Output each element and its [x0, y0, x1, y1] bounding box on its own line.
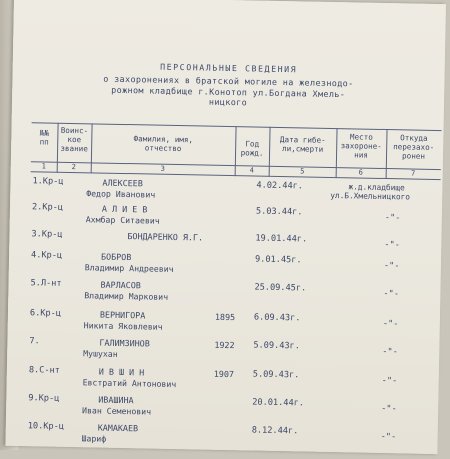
document-page — [5, 0, 446, 454]
surname: АЛЕКСЕЕВ — [102, 177, 143, 189]
header-num — [31, 128, 57, 146]
header-line: Место — [349, 132, 373, 142]
column-number: 7 — [411, 169, 416, 178]
death-date: 8.12.44г. — [251, 425, 299, 437]
row-number-rank: 3.Кр-ц — [31, 229, 63, 240]
header-line: Дата гибе- — [279, 134, 326, 145]
surname: БОНДАРЕНКО Я.Г. — [127, 231, 204, 243]
column-number: 3 — [160, 164, 165, 173]
header-line: перезахо- — [393, 142, 435, 152]
column-number: 1 — [41, 162, 46, 171]
subtitle-line: ницкого — [208, 96, 248, 108]
header-line: захороне- — [340, 141, 382, 151]
reburied-from: -"- — [381, 403, 397, 415]
given-name: Шариф — [81, 433, 107, 444]
header-line: отчество — [144, 143, 182, 154]
given-name: Никита Яковлевич — [83, 320, 163, 332]
surname: БОБРОВ — [100, 251, 132, 263]
given-name: Федор Иванович — [86, 188, 156, 200]
reburied-from: -"- — [382, 318, 399, 330]
column-number: 5 — [300, 167, 305, 176]
reburied-from: -"- — [383, 288, 400, 300]
surname: ИВАШИНА — [98, 394, 134, 406]
reburied-from: -"- — [382, 346, 398, 358]
death-date: 4.02.44г. — [256, 180, 304, 192]
death-date: 19.01.44г. — [255, 233, 308, 245]
surname: ВАРЛАСОВ — [100, 279, 141, 291]
header-year — [235, 139, 269, 158]
burial-place: ж.д.кладбище — [348, 182, 405, 193]
header-name — [91, 133, 235, 154]
row-number-rank: 1.Кр-ц — [32, 176, 64, 187]
column-number: 6 — [358, 168, 363, 177]
given-name: Иван Семенович — [82, 405, 152, 417]
given-name: Владимир Маркович — [84, 290, 169, 302]
header-line: Откуда — [400, 133, 428, 143]
reburied-from: -"- — [383, 261, 400, 272]
header-line: Фамилия, имя, — [133, 134, 194, 145]
header-burial-place — [336, 132, 387, 160]
birth-year: 1895 — [214, 311, 236, 323]
header-line: рожд. — [240, 148, 264, 158]
row-number-rank: 4.Кр-ц — [30, 250, 63, 261]
row-number-rank: 5.Л-нт — [30, 278, 62, 289]
header-line: №№ — [39, 128, 50, 138]
death-date: 9.01.45г. — [254, 254, 302, 266]
death-date: 5.09.43г. — [253, 340, 301, 352]
subtitle-line: рожном кладбище г.Конотоп ул.Богдана Хмель- — [111, 84, 346, 100]
surname: А Л И Е В — [101, 203, 148, 215]
surname: ВЕРНИГОРА — [99, 309, 146, 321]
birth-year: 1907 — [213, 368, 235, 380]
reburied-from: -"- — [381, 375, 398, 387]
header-rank — [57, 126, 92, 154]
header-line: ния — [354, 150, 368, 160]
reburied-from: -"- — [384, 240, 400, 251]
burial-place-street: ул.Б.Хмельницкого — [330, 190, 411, 202]
reburied-from: -"- — [384, 213, 401, 224]
surname: КАМАКАЕВ — [97, 422, 139, 434]
surname: ГАЛИМЗИНОВ — [99, 337, 150, 349]
column-number: 2 — [71, 162, 76, 172]
column-number: 4 — [249, 166, 254, 175]
subtitle-line: о захоронениях в братской могиле на железнодо- — [103, 73, 354, 89]
header-line: ронен — [402, 151, 426, 161]
reburied-from: -"- — [380, 431, 397, 443]
given-name: Владимир Андреевич — [84, 262, 174, 274]
row-number-rank: 6.Кр-ц — [29, 308, 62, 319]
death-date: 25.09.45г. — [254, 282, 307, 294]
document-title: ПЕРСОНАЛЬНЫЕ СВЕДЕНИЯ — [160, 61, 298, 75]
given-name: Ахмбар Ситаевич — [85, 214, 160, 226]
header-line: Воинс- — [60, 125, 89, 136]
given-name: Мушухан — [83, 348, 118, 359]
header-reburied-from — [386, 133, 442, 161]
header-line: пп — [39, 137, 49, 147]
row-number-rank: 9.Кр-ц — [28, 393, 60, 404]
row-number-rank: 8.С-нт — [28, 365, 60, 376]
header-line: кое — [67, 134, 82, 145]
death-date: 5.09.43г. — [252, 369, 300, 381]
row-number-rank: 10.Кр-ц — [27, 421, 65, 432]
birth-year: 1922 — [214, 339, 235, 351]
header-death-date — [269, 135, 336, 154]
death-date: 20.01.44г. — [252, 397, 305, 409]
row-number-rank: 7. — [29, 336, 40, 347]
header-line: Год — [245, 139, 260, 149]
death-date: 6.09.43г. — [253, 312, 301, 324]
surname: И В Ш И Н — [98, 366, 145, 378]
header-line: ли,смерти — [281, 144, 324, 154]
header-line: звание — [60, 143, 88, 154]
row-number-rank: 2.Кр-ц — [31, 202, 64, 213]
death-date: 5.03.44г. — [255, 206, 303, 218]
given-name: Евстратий Антонович — [82, 377, 177, 390]
